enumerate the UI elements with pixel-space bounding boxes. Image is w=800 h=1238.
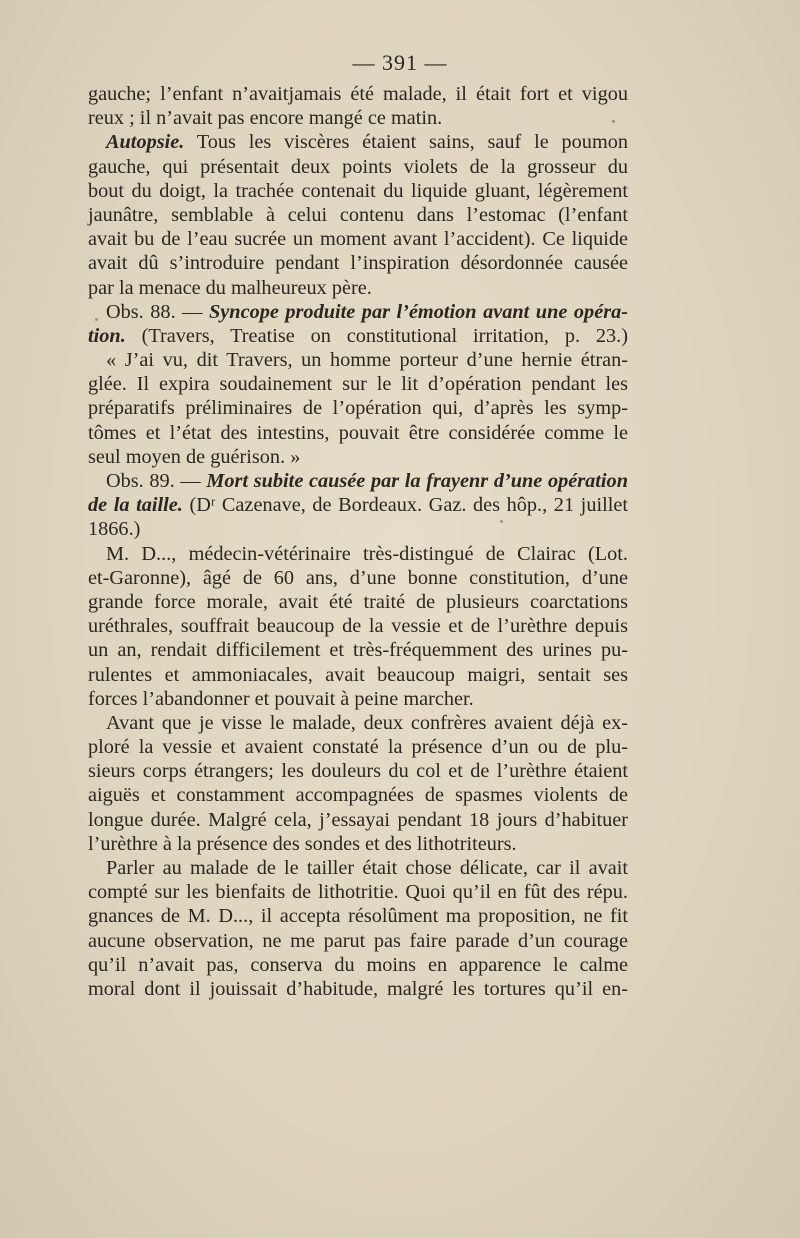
text-line (88, 445, 628, 469)
text-line (88, 251, 628, 275)
text-run: gauche; l’enfant n’avaitjamais été malade, il était fort et vigou (88, 83, 628, 105)
text-line (88, 348, 628, 372)
text-line (88, 735, 628, 759)
text-run: Obs. 89. — (106, 470, 207, 492)
text-run: (Dʳ Cazenave, de Bordeaux. Gaz. des hôp., 21 juillet (182, 494, 629, 517)
paper-speck (500, 520, 503, 523)
text-line (88, 977, 628, 1001)
text-run: Obs. 88. — (106, 300, 210, 323)
text-line (88, 300, 628, 324)
italic-run: Mort subite causée par la frayenr d’une opération (206, 470, 628, 492)
text-run: sieurs corps étrangers; les douleurs du col et de l’urèthre étaient (88, 760, 628, 783)
text-run: gauche, qui présentait deux points violets de la grosseur du (88, 155, 628, 178)
text-line (88, 953, 628, 977)
paper-speck (612, 120, 615, 123)
text-line (88, 590, 628, 614)
text-run: M. D..., médecin-vétérinaire très-distingué de Clairac (Lot. (106, 542, 628, 565)
text-line (88, 203, 628, 227)
text-run: par la menace du malheureux père. (88, 276, 372, 299)
text-line (88, 808, 628, 832)
text-run: « J’ai vu, dit Travers, un homme porteur d’une hernie étran- (106, 349, 628, 372)
text-line (88, 227, 628, 251)
text-line (88, 783, 628, 807)
text-run: l’urèthre à la présence des sondes et des lithotriteurs. (88, 832, 517, 855)
text-run: Avant que je visse le malade, deux confrères avaient déjà ex- (106, 711, 628, 734)
page-number: — 391 — (352, 50, 448, 75)
text-run: reux ; il n’avait pas encore mangé ce matin. (88, 107, 443, 130)
italic-run: tion. (88, 324, 126, 347)
text-run: avait dû s’introduire pendant l’inspiration désordonnée causée (88, 252, 628, 275)
text-line (88, 82, 628, 106)
text-line (88, 880, 628, 904)
text-line (88, 759, 628, 783)
text-run: (Travers, Treatise on constitutional irritation, p. 23.) (125, 324, 628, 347)
text-run: Tous les viscères étaient sains, sauf le poumon (184, 131, 628, 154)
text-line (88, 469, 628, 493)
text-run: seul moyen de guérison. » (88, 445, 301, 468)
paper-speck (95, 318, 98, 321)
text-line (88, 856, 628, 880)
text-run: longue durée. Malgré cela, j’essayai pendant 18 jours d’habituer (88, 808, 628, 831)
text-line (88, 832, 628, 856)
text-run: aiguës et constamment accompagnées de spasmes violents de (88, 784, 628, 807)
text-line (88, 614, 628, 638)
text-run: gnances de M. D..., il accepta résolûment ma proposition, ne fit (88, 905, 628, 928)
text-line (88, 566, 628, 590)
text-run: Parler au malade de le tailler était chose délicate, car il avait (106, 857, 628, 879)
text-line (88, 276, 628, 300)
text-line (88, 324, 628, 348)
text-line (88, 663, 628, 687)
text-run: et-Garonne), âgé de 60 ans, d’une bonne constitution, d’une (88, 566, 628, 589)
text-run: grande force morale, avait été traité de plusieurs coarctations (88, 590, 628, 613)
text-line (88, 929, 628, 953)
text-run: moral dont il jouissait d’habitude, malgré les tortures qu’il en- (88, 977, 628, 1000)
text-run: compté sur les bienfaits de lithotritie. Quoi qu’il en fût des répu. (88, 881, 628, 904)
text-run: avait bu de l’eau sucrée un moment avant l’accident). Ce liquide (88, 228, 628, 251)
text-line (88, 106, 628, 130)
text-run: préparatifs préliminaires de l’opération qui, d’après les symp- (88, 397, 628, 420)
text-run: bout du doigt, la trachée contenait du liquide gluant, légèrement (88, 179, 628, 202)
text-run: uréthrales, souffrait beaucoup de la vessie et de l’urèthre depuis (88, 615, 628, 638)
text-line (88, 396, 628, 420)
text-line (88, 155, 628, 179)
text-run: tômes et l’état des intestins, pouvait être considérée comme le (88, 421, 628, 444)
text-line (88, 542, 628, 566)
text-run: glée. Il expira soudainement sur le lit d’opération pendant les (88, 373, 628, 396)
text-line (88, 493, 628, 517)
text-run: jaunâtre, semblable à celui contenu dans l’estomac (l’enfant (88, 203, 628, 226)
text-line (88, 687, 628, 711)
text-line (88, 904, 628, 928)
italic-run: de la taille. (88, 494, 183, 517)
text-run: ploré la vessie et avaient constaté la présence d’un ou de plu- (88, 736, 628, 759)
text-line (88, 130, 628, 154)
text-line (88, 711, 628, 735)
text-line (88, 638, 628, 662)
text-run: un an, rendait difficilement et très-fréquemment des urines pu- (88, 639, 628, 662)
text-line (88, 421, 628, 445)
text-line (88, 517, 628, 541)
text-run: aucune observation, ne me parut pas faire parade d’un courage (88, 929, 628, 952)
text-line (88, 372, 628, 396)
text-run: 1866.) (88, 518, 141, 541)
text-run: forces l’abandonner et pouvait à peine marcher. (88, 687, 474, 710)
italic-run: Syncope produite par l’émotion avant une opéra- (209, 300, 628, 323)
italic-run: Autopsie. (106, 131, 185, 154)
text-line (88, 179, 628, 203)
text-run: qu’il n’avait pas, conserva du moins en apparence le calme (88, 953, 628, 976)
text-run: rulentes et ammoniacales, avait beaucoup maigri, sentait ses (88, 663, 628, 686)
body-text (88, 82, 628, 1001)
